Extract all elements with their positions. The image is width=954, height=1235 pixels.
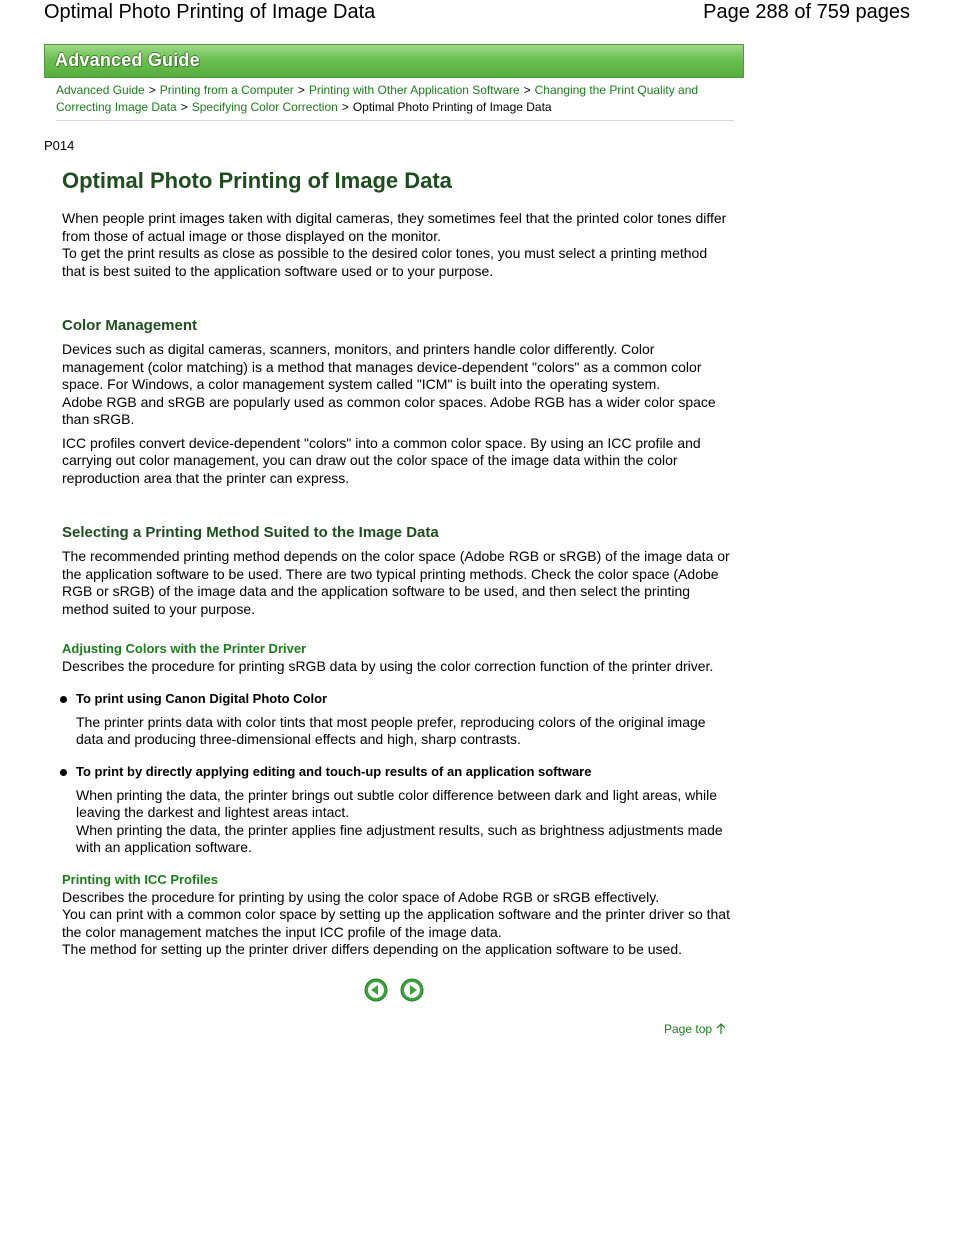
page-top-link[interactable] [664, 1022, 727, 1036]
breadcrumb-current: Optimal Photo Printing of Image Data [352, 100, 552, 114]
bullet-canon-photo-color [62, 690, 734, 708]
icc-profiles-text-2: You can print with a common color space by setting up the application software and the printer driver so that the color management matches the input ICC profile of the image data. [62, 906, 730, 940]
bullet-dot [60, 696, 67, 703]
banner-label: Advanced Guide [55, 50, 200, 70]
breadcrumb [56, 82, 736, 116]
selecting-method-text: The recommended printing method depends on the color space (Adobe RGB or sRGB) of the image data or the application software to be used. There are two typical printing methods. Check the color space (Adobe RGB or sRGB) of the image data and the application software to be used, and then select the printing method suited to your purpose. [62, 548, 730, 617]
page-code: P014 [44, 138, 75, 153]
adjusting-colors-link[interactable]: Adjusting Colors with the Printer Driver [62, 641, 307, 656]
intro-paragraph-1: When people print images taken with digital cameras, they sometimes feel that the printed color tones differ from those of actual image or those displayed on the monitor. [62, 210, 727, 244]
color-management-text-1b: Adobe RGB and sRGB are popularly used as common color spaces. Adobe RGB has a wider color space than sRGB. [62, 393, 716, 427]
color-management-text-2: ICC profiles convert device-dependent "colors" into a common color space. By using an ICC profile and carrying out color management, you can draw out the color space of the image data within the color reproduction area that the printer can express. [62, 434, 701, 486]
article-body [62, 166, 734, 959]
icc-profiles-text-3: The method for setting up the printer driver differs depending on the application software to be used. [62, 941, 683, 957]
bullet-direct-editing [62, 763, 734, 781]
previous-page-icon[interactable] [364, 978, 388, 1002]
page-top-label: Page top [664, 1022, 713, 1036]
breadcrumb-divider [56, 120, 734, 121]
bullet-title-text: To print by directly applying editing and touch-up results of an application software [76, 763, 592, 779]
bullet-title-text: To print using Canon Digital Photo Color [76, 690, 328, 706]
breadcrumb-link-print-quality[interactable]: Changing the Print Quality and Correcting Image Data [56, 83, 699, 114]
bullet-dot [60, 769, 67, 776]
page-counter: Page 288 of 759 pages [703, 1, 910, 23]
bullet-direct-editing-text-1: When printing the data, the printer brings out subtle color difference between dark and light areas, while leaving the darkest and lightest areas intact. [76, 786, 718, 820]
breadcrumb-link-advanced-guide[interactable]: Advanced Guide [56, 83, 145, 97]
arrow-up-icon [715, 1023, 727, 1035]
page-navigation [364, 978, 424, 1002]
breadcrumb-separator: > [523, 83, 531, 97]
document-title: Optimal Photo Printing of Image Data [44, 1, 376, 23]
advanced-guide-banner [44, 44, 744, 78]
color-management-heading: Color Management [62, 317, 198, 334]
icc-profiles-link[interactable]: Printing with ICC Profiles [62, 871, 219, 887]
breadcrumb-separator: > [297, 83, 305, 97]
breadcrumb-link-color-correction[interactable]: Specifying Color Correction [191, 100, 338, 114]
breadcrumb-link-other-application[interactable]: Printing with Other Application Software [308, 83, 520, 97]
adjusting-colors-desc: Describes the procedure for printing sRGB data by using the color correction function of the printer driver. [62, 658, 714, 674]
next-page-icon[interactable] [400, 978, 424, 1002]
intro-paragraph-2: To get the print results as close as possible to the desired color tones, you must select a printing method that is best suited to the application software used or to your purpose. [62, 245, 708, 279]
selecting-method-heading: Selecting a Printing Method Suited to the Image Data [62, 524, 439, 541]
color-management-text-1: Devices such as digital cameras, scanners, monitors, and printers handle color differently. Color management (color matching) is a method that manages device-dependent "colors" as a common color space. For Windows, a color management system called "ICM" is built into the operating system. [62, 341, 702, 392]
bullet-direct-editing-text-2: When printing the data, the printer applies fine adjustment results, such as brightness adjustments made with an application software. [76, 821, 723, 855]
breadcrumb-separator: > [148, 83, 156, 97]
breadcrumb-link-printing-from-computer[interactable]: Printing from a Computer [159, 83, 294, 97]
breadcrumb-separator: > [180, 100, 188, 114]
breadcrumb-separator: > [341, 100, 349, 114]
bullet-canon-photo-color-text: The printer prints data with color tints that most people prefer, reproducing colors of the original image data and producing three-dimensional effects and high, sharp contrasts. [76, 713, 706, 747]
icc-profiles-text-1: Describes the procedure for printing by using the color space of Adobe RGB or sRGB effectively. [62, 888, 660, 905]
page-title: Optimal Photo Printing of Image Data [62, 168, 452, 193]
